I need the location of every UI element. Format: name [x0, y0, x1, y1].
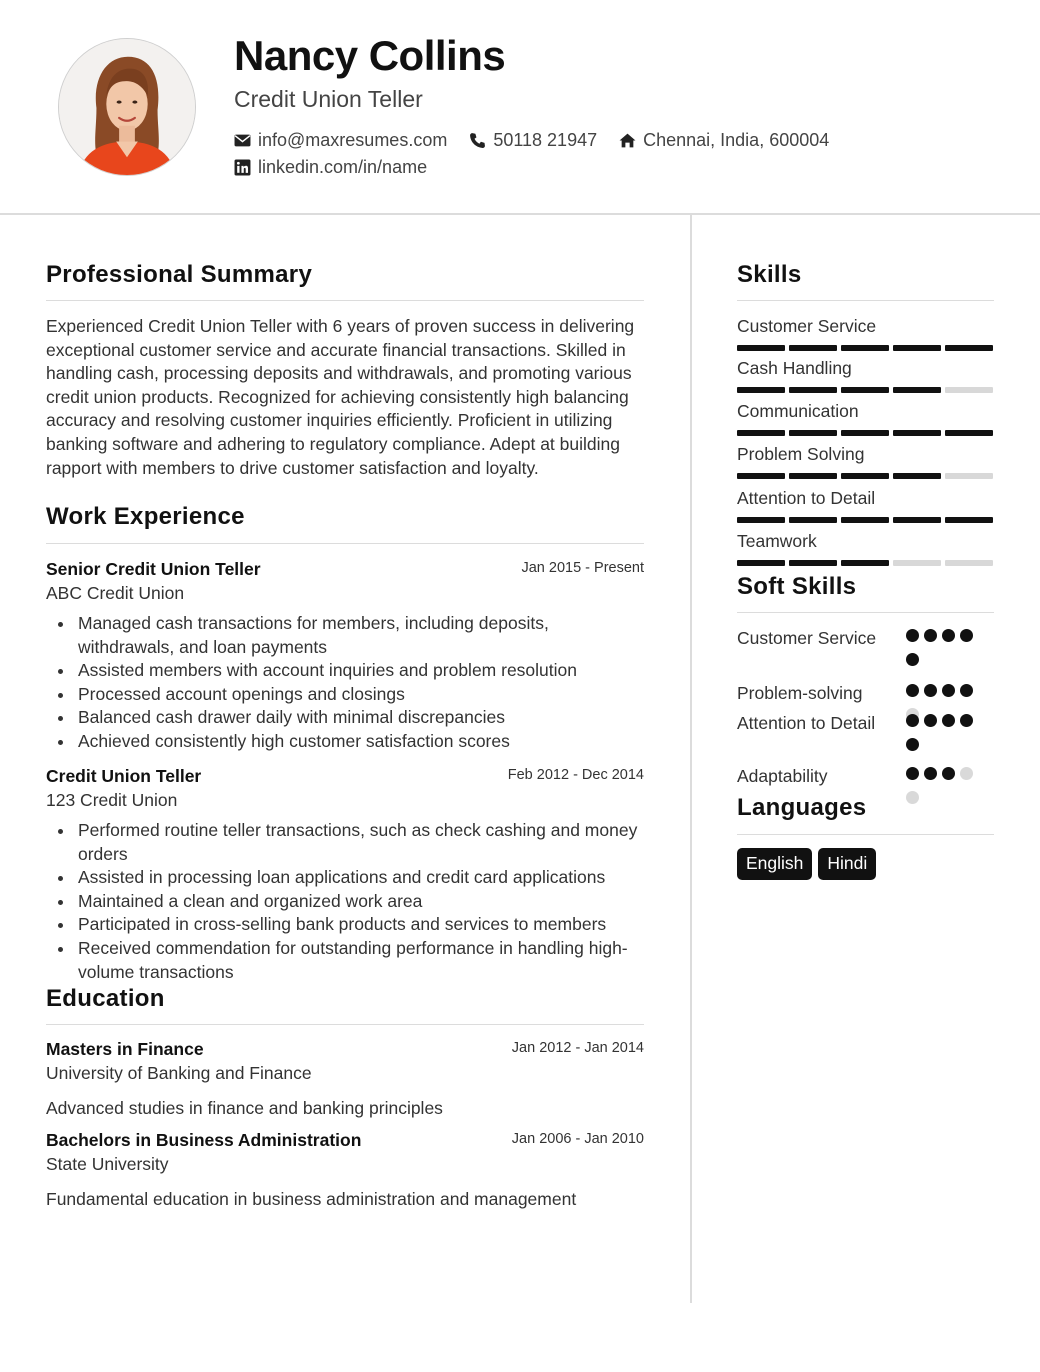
summary-text: Experienced Credit Union Teller with 6 years of proven success in delivering exceptional customer service and accurate financial transactions. Skilled in handling cash, processing deposits and withdrawals, and promoting various credit union products. Recognized for achieving consistently high balancing accuracy and resolving customer inquiries efficiently. Proficient in utilizing banking software and adhering to regulatory compliance. Adept at building rapport with members to drive customer satisfaction and loyalty.: [46, 316, 635, 478]
skill-level-segment: [841, 387, 889, 393]
skill-level-segment: [893, 345, 941, 351]
skill-level-segment: [841, 560, 889, 566]
job-bullet: Received commendation for outstanding performance in handling high-volume transactions: [46, 937, 644, 984]
location-text: Chennai, India, 600004: [643, 130, 830, 150]
skill-level-segment: [789, 430, 837, 436]
skill-level-segment: [841, 473, 889, 479]
rating-dot: [924, 714, 937, 727]
education-heading: Education: [46, 985, 165, 1012]
resume-header: [0, 0, 1040, 215]
skill-level-segment: [893, 430, 941, 436]
skill-level-segment: [737, 473, 785, 479]
section-divider: [46, 300, 644, 301]
rating-dot: [942, 767, 955, 780]
job-bullet: Balanced cash drawer daily with minimal discrepancies: [46, 706, 644, 730]
skill-item: [737, 444, 994, 479]
section-divider: [737, 834, 994, 835]
soft-skill-item: [737, 711, 994, 736]
phone-text: 50118 21947: [493, 130, 598, 150]
portrait-image: [59, 39, 195, 175]
soft-skill-item: [737, 764, 994, 789]
skill-level-segment: [789, 560, 837, 566]
skill-item: [737, 316, 994, 351]
job-bullets: [46, 612, 644, 754]
job-bullet: Performed routine teller transactions, such as check cashing and money orders: [46, 819, 644, 866]
rating-dot: [906, 684, 919, 697]
job-bullet: Maintained a clean and organized work area: [46, 890, 644, 914]
skill-level-segment: [945, 517, 993, 523]
soft-skills-heading: Soft Skills: [737, 573, 857, 600]
work-heading: Work Experience: [46, 503, 245, 530]
skill-item: [737, 358, 994, 393]
skill-level-segment: [789, 387, 837, 393]
skill-level-segment: [737, 387, 785, 393]
envelope-icon: [234, 132, 251, 149]
degree-title: Masters in Finance: [46, 1039, 204, 1059]
skill-level-segment: [893, 387, 941, 393]
linkedin-contact[interactable]: [234, 157, 427, 178]
job-bullet: Achieved consistently high customer satisfaction scores: [46, 730, 644, 754]
job-date: Feb 2012 - Dec 2014: [507, 767, 644, 783]
education-description: Advanced studies in finance and banking principles: [46, 1098, 443, 1118]
education-description: Fundamental education in business administration and management: [46, 1189, 577, 1209]
education-entry: [46, 1039, 644, 1119]
soft-skill-rating: [906, 629, 978, 677]
job-organization: 123 Credit Union: [46, 790, 178, 810]
job-bullet: Participated in cross-selling bank products and services to members: [46, 913, 644, 937]
skill-name: Attention to Detail: [737, 488, 876, 508]
skill-item: [737, 488, 994, 523]
candidate-name: Nancy Collins: [234, 32, 506, 79]
languages-heading: Languages: [737, 794, 867, 821]
linkedin-text: linkedin.com/in/name: [258, 157, 428, 177]
skill-level-segment: [789, 345, 837, 351]
contact-row-secondary: [234, 157, 449, 178]
skill-level-bar: [737, 345, 994, 351]
rating-dot: [960, 714, 973, 727]
job-entry: [46, 766, 644, 984]
skill-level-segment: [789, 473, 837, 479]
soft-skill-item: [737, 681, 994, 706]
job-bullet: Assisted members with account inquiries and problem resolution: [46, 659, 644, 683]
rating-dot: [942, 629, 955, 642]
skills-heading: Skills: [737, 261, 802, 288]
skill-level-segment: [945, 387, 993, 393]
job-title: Credit Union Teller: [46, 766, 202, 786]
section-divider: [737, 300, 994, 301]
degree-title: Bachelors in Business Administration: [46, 1130, 362, 1150]
job-bullets: [46, 819, 644, 984]
skill-level-bar: [737, 387, 994, 393]
rating-dot: [942, 684, 955, 697]
soft-skill-name: Adaptability: [737, 766, 828, 786]
skill-name: Teamwork: [737, 531, 817, 551]
soft-skill-item: [737, 626, 994, 651]
skill-level-bar: [737, 517, 994, 523]
skill-level-segment: [945, 345, 993, 351]
job-date: Jan 2015 - Present: [521, 560, 644, 576]
summary-heading: Professional Summary: [46, 261, 313, 288]
skill-level-segment: [841, 430, 889, 436]
skill-level-segment: [841, 345, 889, 351]
skill-item: [737, 401, 994, 436]
skill-name: Problem Solving: [737, 444, 865, 464]
job-bullet: Processed account openings and closings: [46, 683, 644, 707]
rating-dot: [924, 684, 937, 697]
job-bullet: Assisted in processing loan applications and credit card applications: [46, 866, 644, 890]
rating-dot: [924, 767, 937, 780]
skill-level-segment: [945, 560, 993, 566]
skill-level-bar: [737, 560, 994, 566]
skill-item: [737, 531, 994, 566]
rating-dot: [924, 629, 937, 642]
skill-level-segment: [737, 430, 785, 436]
skill-level-segment: [737, 560, 785, 566]
section-divider: [46, 1024, 644, 1025]
email-contact[interactable]: [234, 130, 447, 151]
skill-level-segment: [841, 517, 889, 523]
skill-name: Customer Service: [737, 316, 877, 336]
job-bullet: Managed cash transactions for members, including deposits, withdrawals, and loan payments: [46, 612, 644, 659]
candidate-title: Credit Union Teller: [234, 86, 423, 112]
school-name: University of Banking and Finance: [46, 1063, 312, 1083]
skill-level-segment: [945, 473, 993, 479]
education-entry: [46, 1130, 644, 1210]
job-title: Senior Credit Union Teller: [46, 559, 261, 579]
skill-name: Communication: [737, 401, 859, 421]
skill-level-bar: [737, 473, 994, 479]
section-divider: [46, 543, 644, 544]
languages-list: [737, 848, 882, 880]
rating-dot: [960, 767, 973, 780]
education-date: Jan 2012 - Jan 2014: [511, 1040, 644, 1056]
phone-icon: [469, 132, 486, 149]
education-date: Jan 2006 - Jan 2010: [511, 1131, 644, 1147]
rating-dot: [906, 653, 919, 666]
column-divider: [690, 215, 692, 1303]
profile-photo: [58, 38, 196, 176]
soft-skill-name: Problem-solving: [737, 683, 863, 703]
skill-level-segment: [789, 517, 837, 523]
rating-dot: [906, 629, 919, 642]
contact-row: [234, 130, 851, 151]
linkedin-icon: [234, 159, 251, 176]
rating-dot: [906, 738, 919, 751]
skill-level-segment: [893, 560, 941, 566]
rating-dot: [906, 767, 919, 780]
skill-name: Cash Handling: [737, 358, 852, 378]
language-tag: Hindi: [818, 848, 876, 880]
rating-dot: [906, 791, 919, 804]
rating-dot: [906, 714, 919, 727]
home-icon: [619, 132, 636, 149]
soft-skill-name: Attention to Detail: [737, 713, 876, 733]
section-divider: [737, 612, 994, 613]
job-entry: [46, 559, 644, 754]
rating-dot: [960, 684, 973, 697]
language-tag: English: [737, 848, 812, 880]
skill-level-segment: [893, 473, 941, 479]
email-text: info@maxresumes.com: [258, 130, 448, 150]
school-name: State University: [46, 1154, 169, 1174]
rating-dot: [960, 629, 973, 642]
skill-level-bar: [737, 430, 994, 436]
skill-level-segment: [737, 517, 785, 523]
skill-level-segment: [893, 517, 941, 523]
soft-skill-rating: [906, 767, 978, 815]
soft-skill-name: Customer Service: [737, 628, 877, 648]
job-organization: ABC Credit Union: [46, 583, 185, 603]
soft-skill-rating: [906, 714, 978, 762]
rating-dot: [942, 714, 955, 727]
skill-level-segment: [945, 430, 993, 436]
phone-contact[interactable]: [469, 130, 597, 151]
location-contact: [619, 130, 829, 151]
skill-level-segment: [737, 345, 785, 351]
